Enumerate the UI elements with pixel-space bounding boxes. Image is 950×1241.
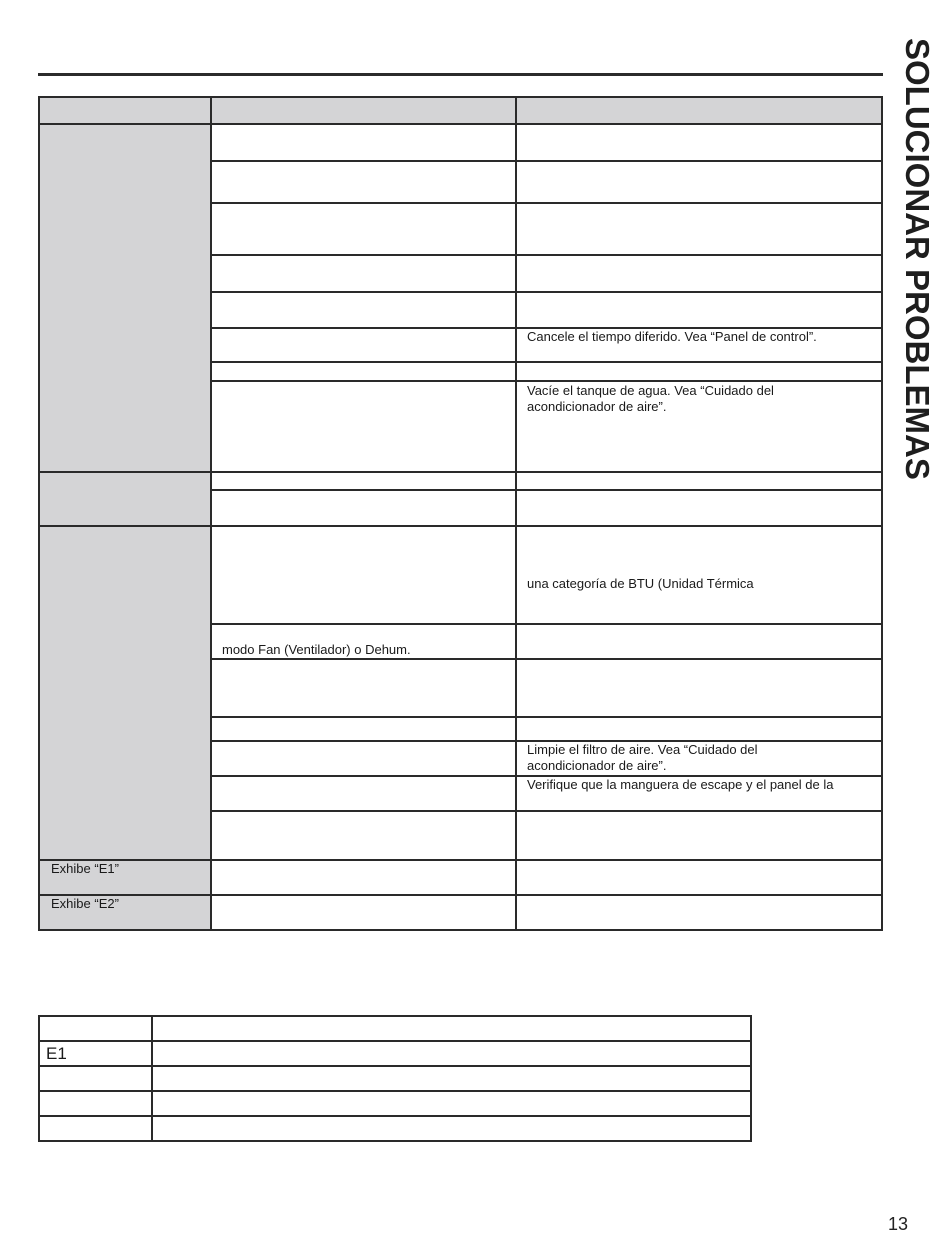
row-divider	[210, 489, 883, 491]
table-row	[39, 1116, 751, 1141]
row-divider	[210, 160, 883, 162]
error-description-cell	[152, 1091, 751, 1116]
table-border	[38, 96, 40, 931]
error-code-cell: E1	[39, 1041, 152, 1066]
problem-label-e1: Exhibe “E1”	[51, 861, 119, 876]
error-code-cell	[39, 1116, 152, 1141]
row-divider	[210, 775, 883, 777]
row-divider	[38, 859, 883, 861]
row-divider	[38, 525, 883, 527]
error-code-table	[38, 1015, 752, 1142]
table-row	[39, 1091, 751, 1116]
table-row	[39, 1041, 751, 1066]
row-divider	[210, 327, 883, 329]
row-divider	[38, 123, 883, 125]
action-text: Verifique que la manguera de escape y el panel de la	[527, 777, 834, 792]
error-code-cell	[39, 1091, 152, 1116]
row-divider	[210, 716, 883, 718]
row-divider	[38, 471, 883, 473]
row-divider	[210, 291, 883, 293]
error-code-cell	[39, 1016, 152, 1041]
table-border	[881, 96, 883, 931]
page-number: 13	[888, 1214, 909, 1234]
action-text: Cancele el tiempo diferido. Vea “Panel de control”.	[527, 329, 817, 344]
row-divider	[210, 740, 883, 742]
action-text: una categoría de BTU (Unidad Térmica	[527, 576, 754, 591]
column-divider	[210, 96, 212, 931]
error-description-cell	[152, 1116, 751, 1141]
table-border	[38, 96, 883, 98]
table-border	[38, 929, 883, 931]
action-text: Vacíe el tanque de agua. Vea “Cuidado del acondicionador de aire”.	[527, 383, 774, 414]
table-row	[39, 1016, 751, 1041]
column-divider	[515, 96, 517, 931]
error-description-cell	[152, 1066, 751, 1091]
problem-cell	[39, 473, 211, 526]
table-header	[39, 97, 882, 124]
row-divider	[210, 254, 883, 256]
row-divider	[210, 623, 883, 625]
row-divider	[210, 658, 883, 660]
row-divider	[210, 380, 883, 382]
error-code-cell	[39, 1066, 152, 1091]
error-description-cell	[152, 1041, 751, 1066]
error-description-cell	[152, 1016, 751, 1041]
problem-cell	[39, 124, 211, 473]
problem-label-e2: Exhibe “E2”	[51, 896, 119, 911]
side-section-title: SOLUCIONAR PROBLEMAS	[899, 38, 936, 480]
row-divider	[210, 361, 883, 363]
row-divider	[210, 202, 883, 204]
problem-cell	[39, 526, 211, 860]
row-divider	[210, 810, 883, 812]
table-row	[39, 1066, 751, 1091]
cause-text: modo Fan (Ventilador) o Dehum.	[222, 642, 411, 657]
action-text: Limpie el filtro de aire. Vea “Cuidado del acondicionador de aire”.	[527, 742, 758, 773]
row-divider	[38, 894, 883, 896]
